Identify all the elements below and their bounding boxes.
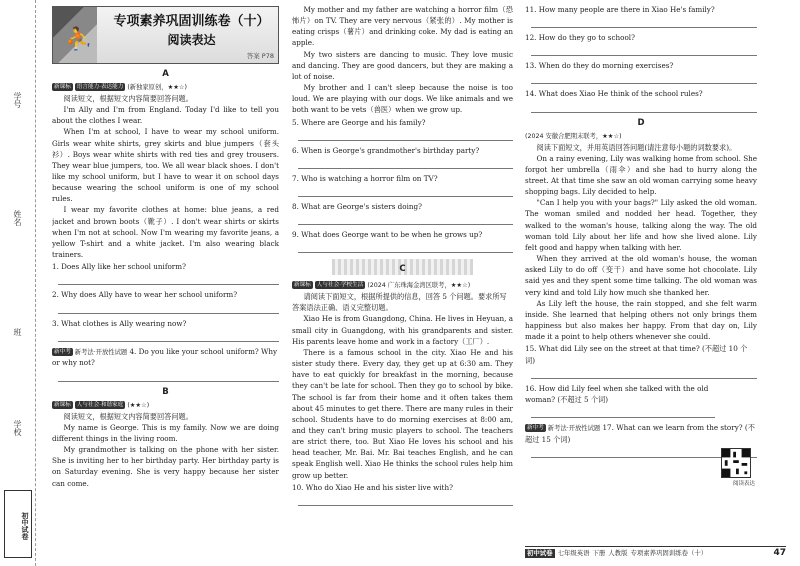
question-17-text: 17. What can we learn from the story? (不超过 15 个词)	[525, 422, 755, 444]
answer-line-10[interactable]	[298, 493, 513, 506]
section-b-tag-1: 新课标	[54, 401, 71, 408]
section-c-header	[292, 259, 513, 279]
answer-line-13[interactable]	[531, 71, 757, 84]
section-d-instruction: 阅读下面短文，并用英语回答问题(请注意每小题的词数要求)。	[536, 142, 737, 152]
qr-caption: 阅读表达	[732, 481, 755, 487]
answer-line-11[interactable]	[531, 15, 757, 28]
section-c-paragraph: There is a famous school in the city. Xiao He and his sister study there. Every day, they get up at 6:30 am. They have to eat quickly for breakfast in the morning, because they can't be late for school. Then they go to school by bike. The school is far from their home and it often takes them about 45 minutes to get there. There are many rules in their school. Students have to do morning exercises at 8:00 am, and they can't bring music players to school. The teachers are strict there, too. But Xiao He loves his school and his head teacher, Mr. Bai. Mr. Bai teaches English, and he can speak English well. Xiao He thinks the school rules help him grow up better.	[292, 347, 513, 480]
answer-line-9[interactable]	[298, 240, 513, 253]
section-a-category: (新独家原创，★★☆)	[127, 84, 187, 92]
answer-line-4[interactable]	[58, 369, 279, 382]
question-6: 6. When is George's grandmother's birthday party?	[292, 145, 480, 155]
question-1: 1. Does Ally like her school uniform?	[52, 262, 186, 272]
section-a-tag-1: 新课标	[54, 84, 71, 91]
question-17	[525, 422, 757, 445]
section-c-instruction: 请阅读下面短文，根据所提供的信息，回答 5 个问题。要求所写答案语法正确、语义完整切题。	[292, 292, 507, 313]
footer-term: 下册	[592, 548, 606, 557]
margin-label-school: 学校	[13, 420, 22, 436]
question-5: 5. Where are George and his family?	[292, 117, 426, 127]
question-4	[52, 346, 279, 369]
page-title	[109, 13, 274, 49]
answer-line-15[interactable]	[531, 366, 757, 379]
question-10: 10. Who do Xiao He and his sister live with?	[292, 482, 453, 492]
section-c-meta	[292, 281, 513, 291]
question-4-category: 新考法·开放性试题	[74, 348, 128, 356]
column-middle	[292, 0, 513, 545]
page-title-text: 专项素养巩固训练卷（十）	[113, 14, 270, 29]
question-8: 8. What are George's sisters doing?	[292, 202, 422, 212]
section-a-letter: A	[162, 69, 169, 79]
column-right	[525, 0, 757, 545]
question-17-tag: 新中考	[527, 424, 544, 431]
title-banner	[52, 6, 279, 64]
question-9: 9. What does George want to be when he grows up?	[292, 230, 483, 240]
answer-line-14[interactable]	[531, 100, 757, 113]
section-c-tag-1: 新课标	[294, 282, 311, 289]
section-d-paragraph: "Can I help you with your bags?" Lily asked the old woman. The woman smiled and nodded her head. Together, they walked to the woman's house, talking along the way. The old woman told Lily about her life and how she lived alone. Lily felt good and happy when talking with her.	[525, 198, 757, 252]
section-b-category: (★★☆)	[127, 401, 150, 409]
footer-brand: 初中试卷	[527, 548, 553, 557]
question-17-category: 新考法·开放性试题	[547, 424, 601, 432]
question-11: 11. How many people are there in Xiao He's family?	[525, 5, 715, 14]
margin-label-student-id: 学号	[13, 92, 22, 108]
section-a-tag-2: 语言能力·表达能力	[76, 84, 124, 91]
question-2: 2. Why does Ally have to wear her school uniform?	[52, 290, 238, 300]
question-4-text: 4. Do you like your school uniform? Why or why not?	[52, 346, 278, 368]
answer-line-3[interactable]	[58, 329, 279, 342]
footer-title: 专项素养巩固训练卷（十）	[630, 548, 708, 557]
section-c-tag-2: 人与社会·学校生活	[316, 282, 364, 289]
column-left	[52, 0, 279, 545]
section-b-paragraph: My grandmother is talking on the phone with her sister. She is inviting her to her birthday party. Her birthday party is on Saturday evening. She is very happy because her sister can come.	[52, 445, 279, 488]
section-a-paragraph: When I'm at school, I have to wear my school uniform. Girls wear white shirts, grey skirts and blue jumpers（套头衫）. Boys wear white shirts with red ties and grey trousers. They wear blue jumpers, too. We all wear black shoes. I don't like my school uniform, but I have to wear it on school days because wearing the school uniform is one of my school rules.	[52, 127, 279, 204]
margin-label-name: 姓名	[13, 210, 22, 226]
page-subtitle: 阅读表达	[167, 33, 216, 47]
reader-icon: ⛹	[65, 27, 93, 52]
section-d-paragraph: When they arrived at the old woman's house, the woman asked Lily to do off（变干）and have some hot chocolate. Lily said yes and they spent some time talking. The old woman was very kind and told Lily how much she thanked her.	[525, 254, 757, 297]
answer-line-16[interactable]	[531, 405, 715, 418]
page-footer	[525, 546, 786, 560]
section-d-category: (2024 安徽合肥期末联考，★★☆)	[525, 132, 622, 140]
qr-code-icon[interactable]	[721, 448, 751, 478]
section-a-paragraph: I'm Ally and I'm from England. Today I'd like to tell you about the clothes I wear.	[52, 105, 279, 126]
footer-grade: 七年级英语	[557, 548, 590, 557]
brand-logo: 初中试卷	[4, 490, 32, 558]
section-b-paragraph: My mother and my father are watching a horror film（恐怖片）on TV. They are very nervous（紧张的）. My mother is eating crisps（薯片）and drinking coke. My dad is eating an apple.	[292, 5, 513, 48]
section-c-category: (2024 广东珠海金湾区联考，★★☆)	[367, 282, 471, 290]
section-c-letter: C	[399, 264, 406, 275]
question-13: 13. When do they do morning exercises?	[525, 61, 674, 71]
answer-reference: 答案 P78	[246, 51, 274, 60]
section-b-paragraph: My two sisters are dancing to music. They love music and dancing. They are good dancers, but they are making a lot of noise.	[292, 49, 513, 81]
question-12: 12. How do they go to school?	[525, 33, 635, 43]
section-d-paragraph: As Lily left the house, the rain stopped, and she felt warm inside. She learned that helping others not only brings them happiness but also makes her happy. From that day on, Lily made it a point to help others whenever she could.	[525, 298, 757, 342]
section-b-letter: B	[162, 386, 169, 397]
answer-line-5[interactable]	[298, 128, 513, 141]
section-b-instruction: 阅读短文，根据短文内容简要回答问题。	[63, 411, 193, 421]
section-b-tag-2: 人与社会·和谐家庭	[76, 401, 124, 408]
section-a-meta	[52, 83, 279, 93]
section-a-paragraph: I wear my favorite clothes at home: blue jeans, a red jacket and brown boots（靴子）. I don't wear shirts or skirts when I'm not at school. Now I'm wearing my favorite jeans, a yellow T-shirt and a white jacket. I'm also wearing black trainers.	[52, 205, 279, 260]
question-16: 16. How did Lily feel when she talked with the old woman? (不超过 5 个词)	[525, 383, 709, 404]
question-3: 3. What clothes is Ally wearing now?	[52, 318, 187, 328]
answer-line-2[interactable]	[58, 301, 279, 314]
section-b-meta	[52, 401, 279, 411]
section-c-paragraph: Xiao He is from Guangdong, China. He lives in Heyuan, a small city in Guangdong, with his grandparents and sister. His parents leave home and work in a factory（工厂）.	[292, 314, 513, 346]
section-d-letter: D	[637, 117, 645, 128]
section-b-paragraph: My brother and I can't sleep because the noise is too loud. We are playing with our dogs. We like animals and we both want to be vets（兽医）when we grow up.	[292, 83, 513, 115]
answer-line-6[interactable]	[298, 156, 513, 169]
page-number: 47	[773, 547, 786, 558]
answer-line-12[interactable]	[531, 43, 757, 56]
section-b-paragraph: My name is George. This is my family. Now we are doing different things in the living room.	[52, 422, 279, 443]
question-14: 14. What does Xiao He think of the school rules?	[525, 89, 703, 99]
answer-line-7[interactable]	[298, 184, 513, 197]
question-7: 7. Who is watching a horror film on TV?	[292, 173, 438, 183]
answer-line-1[interactable]	[58, 272, 279, 285]
margin-label-class: 班	[13, 328, 22, 336]
question-4-tag: 新中考	[54, 348, 71, 355]
footer-edition: 人教版	[608, 548, 628, 557]
binding-margin	[0, 0, 36, 566]
section-a-instruction: 阅读短文，根据短文内容简要回答问题。	[63, 93, 193, 103]
section-d-paragraph: On a rainy evening, Lily was walking home from school. She forgot her umbrella（雨伞）and she had to hurry along the street. At that time she saw an old woman carrying some heavy shopping bags. Lily decided to help.	[525, 153, 757, 197]
answer-line-8[interactable]	[298, 212, 513, 225]
question-15: 15. What did Lily see on the street at that time? (不超过 10 个词)	[525, 344, 748, 365]
